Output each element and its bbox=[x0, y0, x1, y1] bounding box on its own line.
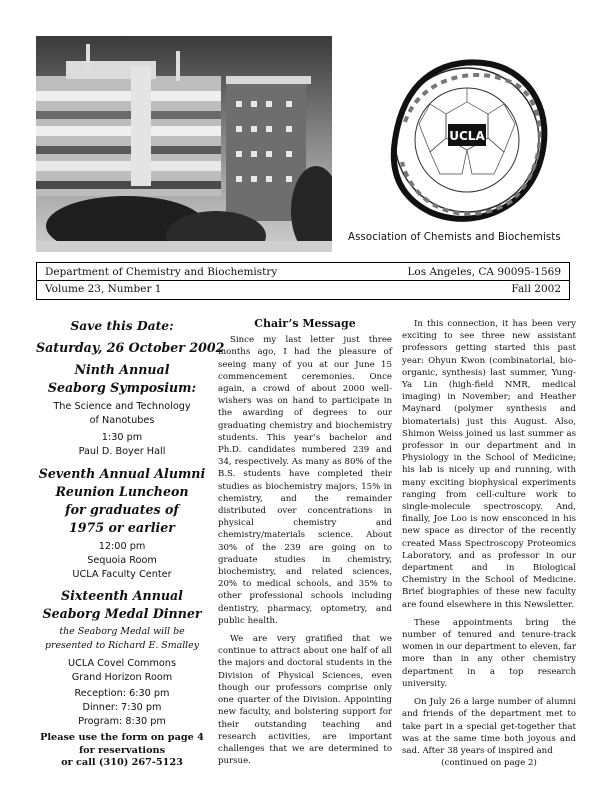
reservations-1: Please use the form on page 4 bbox=[40, 732, 204, 743]
luncheon-title-4: 1975 or earlier bbox=[69, 520, 175, 535]
masthead bbox=[36, 262, 570, 300]
chairs-message-column-2 bbox=[402, 318, 576, 775]
dinner-note-2: presented to Richard E. Smalley bbox=[44, 640, 200, 651]
reservations-2: for reservations bbox=[78, 744, 166, 756]
continued-note: (continued on page 2) bbox=[441, 758, 537, 769]
article-paragraph-3: In this connection, it has been very exciting to see three new assistant professors getting started this past year: Ohyun Kwon (combinatorial, bio-organic, synthesis) last summer, Yung-Ya Lin (high-field NMR, medical imaging) in November; and Heather Maynard (polymer synthesis and biomaterials) just this August. Also, Shimon Weiss joined us last summer as professor in our department and in Physiology in the School of Medicine; his lab is nicely up and running, with many exciting biophysical experiments ranging from cell-culture work to single-molecule spectroscopy. And, finally, Joe Loo is now ensconced in his new space as director of the recently created Mass Spectroscopy Proteomics Laboratory, and as professor in our department and in Biological Chemistry in the School of Medicine. Brief biographies of these new faculty are found elsewhere in this Newsletter. bbox=[402, 319, 576, 610]
symposium-topic-1: The Science and Technology bbox=[53, 401, 191, 412]
logo-text: UCLA bbox=[449, 129, 485, 143]
issue-date: Fall 2002 bbox=[511, 283, 561, 295]
reception-time: Reception: 6:30 pm bbox=[74, 688, 170, 699]
article-paragraph-4: These appointments bring the number of tenured and tenure-track women in our department to eleven, far more than in any other chemistry department in a top research university. bbox=[402, 617, 576, 689]
article-title: Chair’s Message bbox=[254, 317, 356, 330]
reservations-3: or call (310) 267-5123 bbox=[61, 757, 183, 768]
article-paragraph-5: On July 26 a large number of alumni and friends of the department met to take part in a special get-together that was at the same time both joyous and sad. After 38 years of inspired and bbox=[402, 697, 576, 756]
article-paragraph-1: Since my last letter just three months ago, I had the pleasure of seeing many of you at our June 15 commencement ceremonies. Once again, a crowd of about 2000 well-wishers was on hand to participate in the awarding of degrees to our graduating chemistry and biochemistry students. This year’s bachelor and Ph.D. candidates numbered 239 and 34, respectively. As many as 80% of the B.S. students have completed their studies as biochemistry majors, 15% in chemistry, and the remainder distributed over concentrations in physical chemistry and chemistry/materials science. About 30% of the 239 are going on to graduate studies in chemistry, biochemistry, and related sciences, 20% to medical schools, and 35% to other professional schools including dentistry, pharmacy, optometry, and public health. bbox=[218, 335, 392, 626]
dinner-title-1: Sixteenth Annual bbox=[61, 588, 183, 603]
luncheon-title-1: Seventh Annual Alumni bbox=[38, 466, 206, 481]
location: Los Angeles, CA 90095-1569 bbox=[407, 266, 561, 278]
association-logo bbox=[370, 52, 565, 232]
building-illustration bbox=[36, 36, 332, 252]
luncheon-title-3: for graduates of bbox=[65, 502, 179, 517]
program-time: Program: 8:30 pm bbox=[78, 716, 166, 727]
chairs-message-column-1 bbox=[218, 318, 392, 773]
symposium-topic-2: of Nanotubes bbox=[89, 415, 155, 426]
events-column bbox=[36, 317, 225, 770]
masthead-row-2 bbox=[45, 281, 561, 297]
luncheon-time: 12:00 pm bbox=[98, 541, 146, 552]
symposium-place: Paul D. Boyer Hall bbox=[78, 446, 166, 457]
volume: Volume 23, Number 1 bbox=[45, 283, 162, 295]
article-paragraph-2: We are very gratified that we continue to attract about one half of all the majors and doctoral students in the Division of Physical Sciences, even though our professors comprise only one quarter of the Division. Appointing new faculty, and bolstering support for their outstanding teaching and research activities, are important challenges that we are determined to pursue. bbox=[218, 634, 392, 767]
symposium-title-2: Seaborg Symposium: bbox=[47, 380, 197, 395]
dinner-place-2: Grand Horizon Room bbox=[71, 672, 173, 683]
save-date-heading: Save this Date: bbox=[70, 318, 174, 333]
dinner-note-1: the Seaborg Medal will be bbox=[59, 626, 185, 637]
dinner-title-2: Seaborg Medal Dinner bbox=[42, 606, 202, 621]
masthead-row-1 bbox=[37, 264, 569, 281]
event-date: Saturday, 26 October 2002 bbox=[36, 340, 225, 355]
luncheon-title-2: Reunion Luncheon bbox=[55, 484, 189, 499]
symposium-title-1: Ninth Annual bbox=[74, 362, 170, 377]
dna-helix-logo-icon bbox=[370, 52, 565, 232]
association-name: Association of Chemists and Biochemists bbox=[348, 232, 561, 243]
department-name: Department of Chemistry and Biochemistry bbox=[45, 266, 278, 278]
luncheon-place: UCLA Faculty Center bbox=[72, 569, 172, 580]
symposium-time: 1:30 pm bbox=[101, 432, 143, 443]
dinner-time: Dinner: 7:30 pm bbox=[82, 702, 162, 713]
dinner-place-1: UCLA Covel Commons bbox=[67, 658, 176, 669]
header-photo bbox=[36, 36, 332, 252]
luncheon-room: Sequoia Room bbox=[87, 555, 157, 566]
